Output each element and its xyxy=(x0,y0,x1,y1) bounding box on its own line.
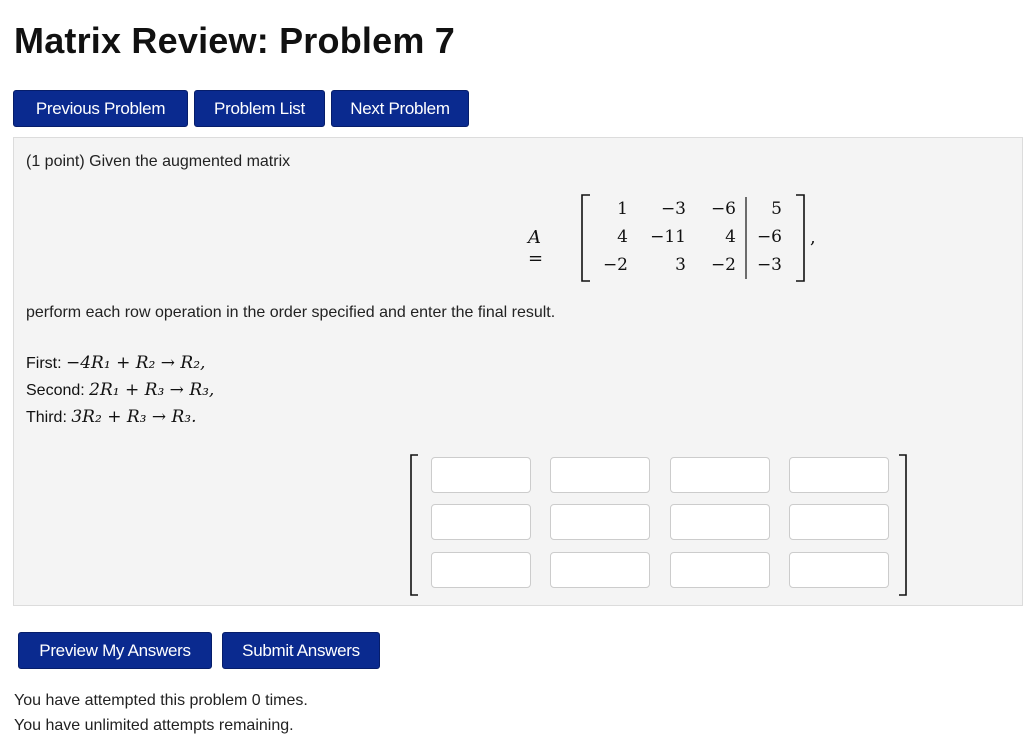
matrix-name: A = xyxy=(528,227,544,269)
answer-cell-r3c3[interactable] xyxy=(670,552,770,588)
answer-actions xyxy=(18,632,380,669)
matrix-cell: 4 xyxy=(725,227,736,247)
answer-cell-r2c2[interactable] xyxy=(550,504,650,540)
operation-math: 2R₁ + R₃ → R₃, xyxy=(89,380,215,400)
problem-panel xyxy=(13,137,1023,606)
answer-cell-r1c1[interactable] xyxy=(431,457,531,493)
matrix-cell: 4 xyxy=(617,227,628,247)
answer-cell-r3c4[interactable] xyxy=(789,552,889,588)
matrix-cell: −11 xyxy=(650,227,686,247)
answer-cell-r3c2[interactable] xyxy=(550,552,650,588)
matrix-cell: −3 xyxy=(756,255,782,275)
answer-cell-r2c3[interactable] xyxy=(670,504,770,540)
page-title: Matrix Review: Problem 7 xyxy=(14,20,455,61)
preview-answers-button[interactable]: Preview My Answers xyxy=(18,632,212,669)
answer-cell-r3c1[interactable] xyxy=(431,552,531,588)
matrix-cell: −3 xyxy=(660,199,686,219)
operation-math: 3R₂ + R₃ → R₃. xyxy=(71,407,197,427)
answer-cell-r1c4[interactable] xyxy=(789,457,889,493)
answer-cell-r2c1[interactable] xyxy=(431,504,531,540)
answer-cell-r2c4[interactable] xyxy=(789,504,889,540)
problem-list-button[interactable]: Problem List xyxy=(194,90,325,127)
matrix-cell: 5 xyxy=(771,199,782,219)
problem-intro: (1 point) Given the augmented matrix xyxy=(26,153,291,170)
problem-navigation xyxy=(13,90,469,127)
matrix-cell: 1 xyxy=(617,199,628,219)
matrix-cell: −6 xyxy=(756,227,782,247)
problem-instruction: perform each row operation in the order specified and enter the final result. xyxy=(26,304,556,321)
matrix-cell: −2 xyxy=(602,255,628,275)
matrix-comma: , xyxy=(810,227,816,248)
answer-cell-r1c3[interactable] xyxy=(670,457,770,493)
previous-problem-button[interactable]: Previous Problem xyxy=(13,90,188,127)
operation-label: Second: xyxy=(26,382,85,399)
operation-label: First: xyxy=(26,355,62,372)
operation-math: −4R₁ + R₂ → R₂, xyxy=(66,353,206,373)
operation-label: Third: xyxy=(26,409,67,426)
matrix-cell: −2 xyxy=(710,255,736,275)
matrix-cell: 3 xyxy=(675,255,686,275)
attempts-remaining-text: You have unlimited attempts remaining. xyxy=(14,717,294,734)
submit-answers-button[interactable]: Submit Answers xyxy=(222,632,380,669)
matrix-cell: −6 xyxy=(710,199,736,219)
answer-cell-r1c2[interactable] xyxy=(550,457,650,493)
attempt-status xyxy=(14,688,308,738)
attempts-made-text: You have attempted this problem 0 times. xyxy=(14,692,308,709)
next-problem-button[interactable]: Next Problem xyxy=(331,90,469,127)
